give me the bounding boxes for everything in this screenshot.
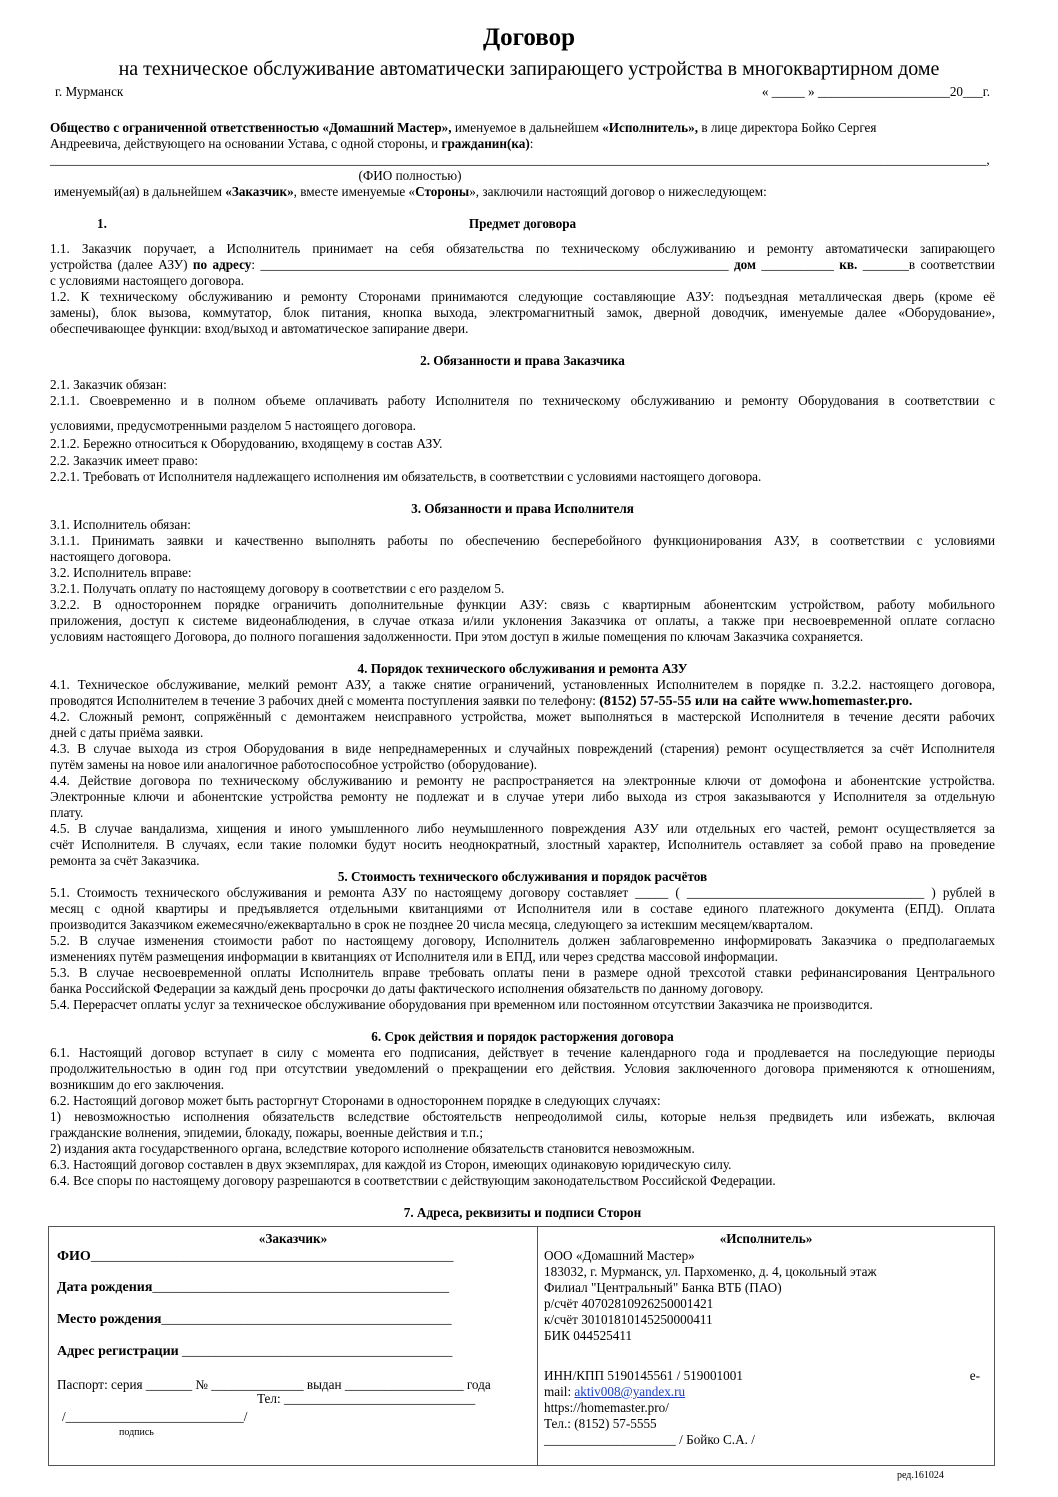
document-subtitle: на техническое обслуживание автоматически запирающего устройства в многоквартирном доме <box>118 58 940 80</box>
executor-org: ООО «Домашний Мастер» <box>544 1248 695 1263</box>
s6-line-3: возникшим до его заключения. <box>50 1077 225 1092</box>
s3-line-8: условиям настоящего Договора, до полного погашения задолженности. При этом доступ в жилые помещения по ключам Заказчика сохраняется. <box>50 629 864 644</box>
executor-heading: «Исполнитель» <box>719 1231 813 1246</box>
section-2-title: 2. Обязанности и права Заказчика <box>420 353 625 368</box>
s1-line-4: 1.2. К техническому обслуживанию и ремонту Сторонами принимаются следующие составляющие АЗУ: подъездная металлическая дверь (кроме её <box>50 289 995 304</box>
executor-bik: БИК 044525411 <box>544 1328 633 1343</box>
s5-line-3: производится Заказчиком ежемесячно/ежеквартально в срок не позднее 20 числа месяца, следующего за истекшим месяцем/кварталом. <box>50 917 814 932</box>
s6-line-5: 1) невозможностью исполнения обязательств вследствие обстоятельств непреодолимой силы, которые нельзя предвидеть или избежать, включая <box>50 1109 995 1124</box>
customer-name-blank: ______________________________________________________________________________________________________________________________________________, <box>50 152 990 167</box>
s2-line-5: 2.2. Заказчик имеет право: <box>50 453 199 468</box>
s2-line-1: 2.1. Заказчик обязан: <box>50 377 167 392</box>
customer-pob-field[interactable]: Место рождения____________________________________________ <box>57 1311 452 1327</box>
s4-line-3: 4.2. Сложный ремонт, сопряжённый с демонтажем неисправного устройства, может выполняться в мастерской Исполнителя в течение десяти рабочих <box>50 709 995 724</box>
s4-line-6: путём замены на новое или аналогичное работоспособное устройство (оборудование). <box>50 757 538 772</box>
s1-line-5: замены), блок вызова, коммутатор, блок питания, кнопка выхода, электромагнитный замок, дверной доводчик, именуемые далее «Оборудование», <box>50 305 995 320</box>
s3-line-1: 3.1. Исполнитель обязан: <box>50 517 191 532</box>
s6-line-2: продолжительностью в один год при отсутствии уведомлений о прекращении его действия. Условия заключенного договора применяются к отношениям, <box>50 1061 995 1076</box>
executor-email: mail: aktiv008@yandex.ru <box>544 1384 686 1399</box>
signature-caption: подпись <box>119 1427 154 1438</box>
s1-line-2: устройства (далее АЗУ) по адресу: _______________________________________________________________________ дом ___________ кв. _______в соответствии <box>50 257 995 272</box>
s3-line-2: 3.1.1. Принимать заявки и качественно выполнять работы по обеспечению бесперебойного функционирования АЗУ, в соответствии с условиями <box>50 533 995 548</box>
s2-line-2: 2.1.1. Своевременно и в полном объеме оплачивать работу Исполнителя по техническому обслуживанию и ремонту Оборудования в соответствии с <box>50 393 995 408</box>
s4-line-7: 4.4. Действие договора по техническому обслуживанию и ремонту не распространяется на электронные ключи от домофона и абонентские устройства. <box>50 773 995 788</box>
contract-date-line: « _____ » ____________________20___г. <box>761 84 990 99</box>
section-1-title: Предмет договора <box>468 216 577 231</box>
s3-line-5: 3.2.1. Получать оплату по настоящему договору в соответствии с его разделом 5. <box>50 581 505 596</box>
s6-line-9: 6.4. Все споры по настоящему договору разрешаются в соответствии с действующим законодательством Российской Федерации. <box>50 1173 776 1188</box>
customer-cell <box>49 1227 538 1466</box>
s5-line-1: 5.1. Стоимость технического обслуживания и ремонта АЗУ по настоящему договору составляет _____ ( ____________________________________ ) рублей в <box>50 885 995 900</box>
s5-line-7: банка Российской Федерации за каждый день просрочки до даты фактического исполнения обязательств по данному договору. <box>50 981 764 996</box>
executor-signature: ____________________ / Бойко С.А. / <box>544 1432 755 1447</box>
s5-line-2: месяц с одной квартиры и предъявляется отдельными квитанциями от Исполнителя или в составе единого платежного документа (ЕПД). Оплата <box>50 901 995 916</box>
s3-line-3: настоящего договора. <box>50 549 172 564</box>
s1-line-3: с условиями настоящего договора. <box>50 273 245 288</box>
revision-label: ред.161024 <box>897 1470 944 1481</box>
s4-line-2: проводятся Исполнителем в течение 3 рабочих дней с момента поступления заявки по телефону: (8152) 57-55-55 или на сайте www.homemaster.pro. <box>50 693 913 709</box>
s4-line-1: 4.1. Техническое обслуживание, мелкий ремонт АЗУ, а также снятие ограничений, установленных Исполнителем в порядке п. 3.2.2. настоящего договора, <box>50 677 995 692</box>
executor-account: р/счёт 40702810926250001421 <box>544 1296 714 1311</box>
s5-line-5: изменениях путём размещения информации в квитанциях от Исполнителя или в ЕПД, или через средства массовой информации. <box>50 949 778 964</box>
s2-line-3: условиями, предусмотренными разделом 5 настоящего договора. <box>50 418 416 433</box>
signatures-table <box>48 1226 995 1466</box>
executor-inn: ИНН/КПП 5190145561 / 519001001 <box>544 1368 743 1383</box>
s3-line-6: 3.2.2. В одностороннем порядке ограничить дополнительные функции АЗУ: связь с квартирным абонентским устройством, работу мобильного <box>50 597 995 612</box>
s5-line-4: 5.2. В случае изменения стоимости работ по настоящему договору, Исполнитель должен заблаговременно информировать Заказчика о предполагаемых <box>50 933 995 948</box>
s4-line-5: 4.3. В случае выхода из строя Оборудования в виде непреднамеренных и случайных повреждений (старения) ремонт осуществляется за счёт Исполнителя <box>50 741 995 756</box>
fio-caption: (ФИО полностью) <box>358 168 462 183</box>
intro-line-1: Общество с ограниченной ответственностью «Домашний Мастер», именуемое в дальнейшем «Исполнитель», в лице директора Бойко Сергея <box>50 120 877 135</box>
customer-signature-line[interactable]: /___________________________/ <box>62 1409 248 1424</box>
executor-cell <box>538 1227 995 1466</box>
email-link[interactable]: aktiv008@yandex.ru <box>574 1384 686 1399</box>
s1-line-1: 1.1. Заказчик поручает, а Исполнитель принимает на себя обязательства по техническому обслуживанию и ремонту автоматически запирающего <box>50 241 995 256</box>
section-1-number: 1. <box>97 216 107 231</box>
s4-line-12: ремонта за счёт Заказчика. <box>50 853 200 868</box>
executor-corr-account: к/счёт 30101810145250000411 <box>544 1312 713 1327</box>
executor-phone: Тел.: (8152) 57-5555 <box>544 1416 657 1431</box>
intro-line-5: именуемый(ая) в дальнейшем «Заказчик», вместе именуемые «Стороны», заключили настоящий договор о нижеследующем: <box>54 184 767 199</box>
executor-address: 183032, г. Мурманск, ул. Пархоменко, д. 4, цокольный этаж <box>544 1264 877 1279</box>
s4-line-9: плату. <box>50 805 84 820</box>
customer-passport-field[interactable]: Паспорт: серия _______ № ______________ выдан __________________ года <box>57 1377 491 1392</box>
s2-line-6: 2.2.1. Требовать от Исполнителя надлежащего исполнения им обязательств, в соответствии с условиями настоящего договора. <box>50 469 762 484</box>
s6-line-7: 2) издания акта государственного органа, вследствие которого исполнение обязательств становится невозможным. <box>50 1141 695 1156</box>
s4-line-8: Электронные ключи и абонентские устройства ремонту не подлежат и в случае утери либо выхода из строя заказываются у Исполнителя за отдельную <box>50 789 995 804</box>
section-7-title: 7. Адреса, реквизиты и подписи Сторон <box>403 1205 642 1220</box>
s4-line-4: дней с даты приёма заявки. <box>50 725 204 740</box>
section-5-title: 5. Стоимость технического обслуживания и порядок расчётов <box>337 869 708 884</box>
customer-heading: «Заказчик» <box>258 1231 328 1246</box>
s2-line-4: 2.1.2. Бережно относиться к Оборудованию, входящему в состав АЗУ. <box>50 436 443 451</box>
city: г. Мурманск <box>55 84 124 99</box>
s4-line-10: 4.5. В случае вандализма, хищения и иного умышленного либо неумышленного повреждения АЗУ или отдельных его частей, ремонт осуществляется за <box>50 821 995 836</box>
executor-site: https://homemaster.pro/ <box>544 1400 669 1415</box>
document-title: Договор <box>482 24 576 51</box>
customer-dob-field[interactable]: Дата рождения_____________________________________________ <box>57 1279 450 1295</box>
section-6-title: 6. Срок действия и порядок расторжения договора <box>371 1029 674 1044</box>
customer-address-field[interactable]: Адрес регистрации _________________________________________ <box>57 1343 453 1359</box>
section-3-title: 3. Обязанности и права Исполнителя <box>411 501 634 516</box>
email-prefix: e- <box>969 1368 980 1383</box>
s5-line-6: 5.3. В случае несвоевременной оплаты Исполнитель вправе требовать оплаты пени в размере одной трехсотой ставки рефинансирования Центрального <box>50 965 995 980</box>
customer-fio-field[interactable]: ФИО_______________________________________________________ <box>57 1248 454 1264</box>
s3-line-7: приложения, доступ к системе видеонаблюдения, в случае отказа и/или уклонения Заказчика от оплаты, а также при несвоевременной оплате согласно <box>50 613 995 628</box>
executor-bank: Филиал "Центральный" Банка ВТБ (ПАО) <box>544 1280 782 1295</box>
intro-line-2: Андреевича, действующего на основании Устава, с одной стороны, и гражданин(ка): <box>50 136 534 151</box>
s5-line-8: 5.4. Перерасчет оплаты услуг за техническое обслуживание оборудования при временном или постоянном отсутствии Заказчика не производится. <box>50 997 873 1012</box>
s4-line-11: счёт Исполнителя. В случаях, если такие поломки будут носить неоднократный, злостный характер, Исполнитель оставляет за собой право на проведение <box>50 837 995 852</box>
s6-line-8: 6.3. Настоящий договор составлен в двух экземплярах, для каждой из Сторон, имеющих одинаковую юридическую силу. <box>50 1157 732 1172</box>
s1-line-6: обеспечивающее функции: вход/выход и автоматическое запирание двери. <box>50 321 469 336</box>
customer-phone-field[interactable]: Тел: _____________________________ <box>257 1391 476 1406</box>
s6-line-4: 6.2. Настоящий договор может быть расторгнут Сторонами в одностороннем порядке в следующих случаях: <box>50 1093 661 1108</box>
s3-line-4: 3.2. Исполнитель вправе: <box>50 565 192 580</box>
section-4-title: 4. Порядок технического обслуживания и ремонта АЗУ <box>357 661 688 676</box>
s6-line-6: гражданские волнения, эпидемии, блокаду, пожары, военные действия и т.п.; <box>50 1125 483 1140</box>
s6-line-1: 6.1. Настоящий договор вступает в силу с момента его подписания, действует в течение календарного года и продлевается на последующие периоды <box>50 1045 995 1060</box>
